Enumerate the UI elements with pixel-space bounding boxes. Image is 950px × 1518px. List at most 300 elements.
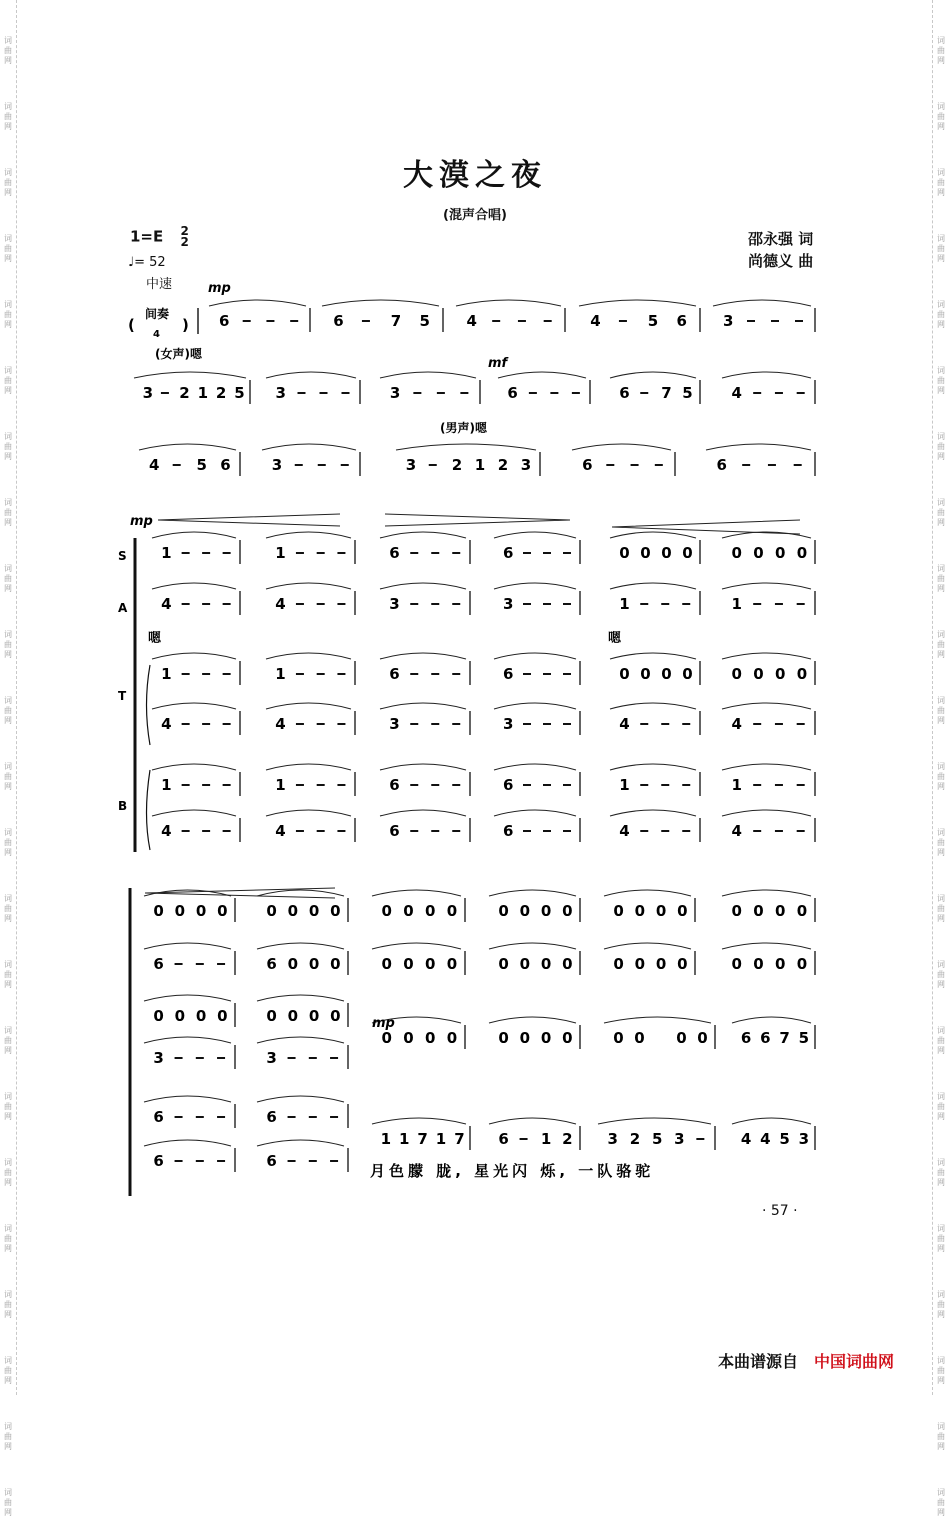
watermark-text: 词 曲 网 [4,1224,12,1253]
slur [610,810,696,816]
dash-mark [182,723,190,725]
note: 0 [424,1029,436,1047]
slur [489,1017,576,1023]
note: 1 [197,384,209,402]
note: 0 [498,902,509,920]
slur [152,532,236,538]
slur [598,1118,711,1124]
note: 1 [731,776,742,794]
dash-mark [330,1057,338,1059]
footer-site-link[interactable]: 中国词曲网 [814,1352,895,1371]
dash-mark [520,1138,528,1140]
watermark-text: 词 曲 网 [4,1422,12,1451]
dash-mark [431,552,439,554]
slur [144,1096,231,1102]
note: 3 [723,312,734,330]
dash-mark [550,392,558,394]
key-signature: 1=E 2 2 [130,224,189,249]
watermark-text: 词 曲 网 [4,498,12,527]
dash-mark [196,963,204,965]
dash-mark [460,392,468,394]
note: 4 [148,456,160,474]
slur [489,943,576,949]
note: 0 [195,902,207,920]
dash-mark [318,464,326,466]
slur [152,703,236,709]
dash-mark [223,552,231,554]
dash-mark [753,392,761,394]
note: 1 [161,544,172,562]
watermark-text: 词 曲 网 [937,894,945,923]
note: 7 [417,1130,428,1148]
intro-paren-close: ) [182,316,189,334]
note: 0 [774,544,786,562]
dash-mark [437,392,445,394]
note: 0 [519,955,530,973]
men-voice-label: (男声)嗯 [440,421,487,435]
dash-mark [523,723,531,725]
note: 3 [607,1130,618,1148]
note: 0 [753,902,764,920]
dynamic-mp: mp [130,514,153,529]
slur [456,300,561,306]
dash-mark [523,830,531,832]
staff-brace [147,665,151,745]
slur [380,764,466,770]
note: 0 [682,544,693,562]
dash-mark [606,464,614,466]
note: 6 [389,822,400,840]
watermark-text: 词 曲 网 [937,432,945,461]
note: 6 [503,544,514,562]
dash-mark [161,392,169,394]
dash-mark [410,552,418,554]
dash-mark [309,1057,317,1059]
page-number: · 57 · [762,1203,798,1219]
watermark-text: 词 曲 网 [4,102,12,131]
slur [494,653,576,659]
dash-mark [410,830,418,832]
dash-mark [317,552,325,554]
slur [732,1017,811,1023]
slur [494,764,576,770]
watermark-text: 词 曲 网 [4,1026,12,1055]
slur [266,583,351,589]
note: 0 [519,902,530,920]
dash-mark [523,552,531,554]
slur [489,1118,576,1124]
note: 0 [655,902,667,920]
note: 3 [405,456,417,474]
dash-mark [266,320,274,322]
dash-mark [290,320,298,322]
note: 0 [619,544,630,562]
slur [722,372,811,378]
note: 3 [271,456,283,474]
watermark-text: 词 曲 网 [4,1290,12,1319]
dash-mark [775,830,783,832]
note: 0 [634,955,645,973]
slur [257,1096,344,1102]
note: 1 [275,776,286,794]
note: 0 [446,955,458,973]
dash-mark [330,1116,338,1118]
note: 0 [266,1007,277,1025]
dash-mark [640,392,648,394]
note: 3 [266,1049,277,1067]
dash-mark [413,392,421,394]
dash-mark [682,830,690,832]
slur [380,583,466,589]
dash-mark [175,1116,183,1118]
dash-mark [217,1116,225,1118]
note: 1 [275,665,286,683]
note: 0 [562,1029,573,1047]
note: 0 [661,665,672,683]
slur [257,1140,344,1146]
dash-mark [309,1116,317,1118]
note: 4 [619,715,630,733]
watermark-text: 词 曲 网 [4,696,12,725]
note: 0 [308,1007,320,1025]
slur [610,703,696,709]
dash-mark [288,1116,296,1118]
dash-mark [296,673,304,675]
note: 1 [380,1130,392,1148]
note: 5 [234,384,245,402]
note: 1 [275,544,286,562]
note: 0 [424,902,436,920]
slur [579,300,696,306]
watermark-text: 词 曲 网 [4,630,12,659]
dash-mark [563,673,571,675]
dash-mark [640,784,648,786]
part-label: B [118,799,128,813]
slur [498,372,586,378]
note: 3 [520,456,532,474]
note: 0 [697,1029,708,1047]
note: 0 [498,1029,509,1047]
note: 0 [446,902,458,920]
watermark-text: 词 曲 网 [4,894,12,923]
note: 3 [674,1130,685,1148]
watermark-text: 词 曲 网 [937,498,945,527]
note: 6 [389,665,400,683]
slur [266,764,351,770]
note: 0 [540,902,552,920]
slur [722,703,811,709]
decrescendo-hairpin [385,514,570,526]
note: 5 [682,384,693,402]
staff-brace [147,770,151,850]
dash-mark [223,723,231,725]
dash-mark [341,464,349,466]
slur [722,764,811,770]
dash-mark [529,392,537,394]
watermark-text: 词 曲 网 [4,1488,12,1517]
watermark-text: 词 曲 网 [937,234,945,263]
note: 4 [161,715,172,733]
note: 3 [798,1130,809,1148]
watermark-text: 词 曲 网 [937,1422,945,1451]
dash-mark [775,392,783,394]
note: 0 [403,1029,414,1047]
dash-mark [296,723,304,725]
dash-mark [337,673,345,675]
slur [266,703,351,709]
note: 2 [497,456,509,474]
watermark-text: 词 曲 网 [4,762,12,791]
note: 6 [507,384,518,402]
watermark-text: 词 曲 网 [937,696,945,725]
note: 0 [381,955,392,973]
dash-mark [452,673,460,675]
note: 3 [503,595,514,613]
note: 5 [196,456,207,474]
note: 4 [275,822,286,840]
note: 6 [716,456,727,474]
dash-mark [640,603,648,605]
note: 0 [153,1007,164,1025]
meter-denominator: 2 [180,235,189,249]
dash-mark [223,830,231,832]
note: 2 [562,1130,573,1148]
note: 0 [677,902,688,920]
dash-mark [182,784,190,786]
note: 1 [161,776,172,794]
slur [372,890,461,896]
slur [152,810,236,816]
dash-mark [794,464,802,466]
dash-mark [202,723,210,725]
dash-mark [337,830,345,832]
note: 0 [381,902,392,920]
note: 0 [403,955,414,973]
watermark-text: 词 曲 网 [937,168,945,197]
note: 6 [389,776,400,794]
dash-mark [775,723,783,725]
note: 4 [590,312,601,330]
note: 0 [682,665,693,683]
dash-mark [747,320,755,322]
note: 3 [275,384,286,402]
note: 6 [218,312,230,330]
slur [139,444,236,450]
dash-mark [640,723,648,725]
note: 2 [215,384,227,402]
dash-mark [317,830,325,832]
dash-mark [410,784,418,786]
dash-mark [410,673,418,675]
dash-mark [661,784,669,786]
dash-mark [202,673,210,675]
slur [266,372,356,378]
dash-mark [288,1057,296,1059]
watermark-text: 词 曲 网 [937,366,945,395]
dash-mark [429,464,437,466]
slur [722,810,811,816]
note: 0 [731,902,742,920]
note: 6 [266,1152,277,1170]
crescendo-hairpin [158,514,340,526]
slur [257,890,344,896]
dash-mark [202,784,210,786]
note: 0 [519,1029,530,1047]
dash-mark [296,784,304,786]
note: 1 [731,595,742,613]
note: 4 [760,1130,771,1148]
slur [144,943,231,949]
watermark-text: 词 曲 网 [937,1026,945,1055]
note: 0 [562,902,573,920]
dash-mark [655,464,663,466]
dash-mark [296,603,304,605]
note: 0 [774,665,786,683]
women-voice-label: (女声)嗯 [155,347,202,361]
note: 0 [661,544,672,562]
note: 6 [153,1152,164,1170]
dash-mark [543,673,551,675]
note: 0 [774,955,786,973]
watermark-text: 词 曲 网 [4,1158,12,1187]
note: 4 [161,822,172,840]
note: 0 [634,1029,645,1047]
dash-mark [523,673,531,675]
lyricist-credit: 邵永强 词 [748,230,814,248]
note: 2 [629,1130,641,1148]
watermark-text: 词 曲 网 [937,762,945,791]
dash-mark [452,552,460,554]
note: 0 [562,955,573,973]
note: 6 [760,1029,771,1047]
dash-mark [753,784,761,786]
note: 0 [731,544,742,562]
dash-mark [682,723,690,725]
note: 7 [779,1029,790,1047]
intro-label: 间奏 [145,307,170,321]
slur [144,995,231,1001]
slur [494,810,576,816]
part-label: S [118,549,127,563]
note: 6 [266,1108,277,1126]
dash-mark [342,392,350,394]
note: 6 [153,1108,164,1126]
note: 0 [796,544,808,562]
intro-paren-open: ( [128,316,135,334]
song-title: 大漠之夜 [403,158,547,193]
note: 0 [174,902,185,920]
dash-mark [797,723,805,725]
dash-mark [452,830,460,832]
dynamic-mf: mf [488,356,508,371]
note: 0 [796,902,808,920]
slur [380,372,476,378]
dash-mark [775,603,783,605]
slur [604,890,691,896]
note: 4 [731,384,742,402]
watermark-text: 词 曲 网 [937,102,945,131]
dash-mark [753,723,761,725]
note: 6 [582,456,593,474]
note: 0 [287,902,298,920]
note: 5 [798,1029,809,1047]
watermark-text: 词 曲 网 [937,828,945,857]
slur [266,532,351,538]
dash-mark [223,784,231,786]
slur [380,703,466,709]
dash-mark [182,603,190,605]
note: 0 [266,902,277,920]
slur [266,653,351,659]
intro-count: 4 [153,329,160,340]
dash-mark [431,784,439,786]
slur [732,1118,811,1124]
note: 4 [740,1130,752,1148]
watermark-text: 词 曲 网 [937,1290,945,1319]
watermark-text: 词 曲 网 [937,960,945,989]
dash-mark [202,552,210,554]
crescendo-hairpin [145,888,335,898]
dash-mark [543,552,551,554]
slur [380,653,466,659]
slur [610,764,696,770]
dash-mark [572,392,580,394]
note: 6 [503,776,514,794]
dash-mark [223,673,231,675]
dash-mark [563,603,571,605]
watermark-text: 词 曲 网 [4,300,12,329]
note: 6 [676,312,687,330]
dash-mark [452,723,460,725]
dash-mark [797,830,805,832]
slur [610,583,696,589]
dash-mark [797,603,805,605]
note: 4 [731,822,742,840]
note: 0 [287,955,298,973]
note: 0 [753,665,764,683]
note: 7 [390,312,402,330]
note: 0 [153,902,164,920]
dash-mark [543,784,551,786]
note: 4 [619,822,630,840]
dash-mark [202,830,210,832]
note: 4 [466,312,477,330]
dash-mark [452,784,460,786]
dash-mark [619,320,627,322]
dash-mark [288,1160,296,1162]
note: 1 [435,1130,447,1148]
note: 0 [753,955,764,973]
watermark-text: 词 曲 网 [937,564,945,593]
note: 0 [403,902,414,920]
dash-mark [337,723,345,725]
dash-mark [182,552,190,554]
note: 1 [540,1130,552,1148]
watermark-text: 词 曲 网 [4,828,12,857]
dash-mark [640,830,648,832]
note: 1 [619,595,630,613]
note: 0 [676,1029,687,1047]
note: 1 [161,665,172,683]
dynamic-mp: mp [372,1016,395,1031]
dash-mark [797,392,805,394]
note: 5 [647,312,659,330]
watermark-text: 词 曲 网 [937,1488,945,1517]
slur [722,653,811,659]
slur [134,372,246,378]
note: 0 [540,955,552,973]
note: 0 [446,1029,458,1047]
